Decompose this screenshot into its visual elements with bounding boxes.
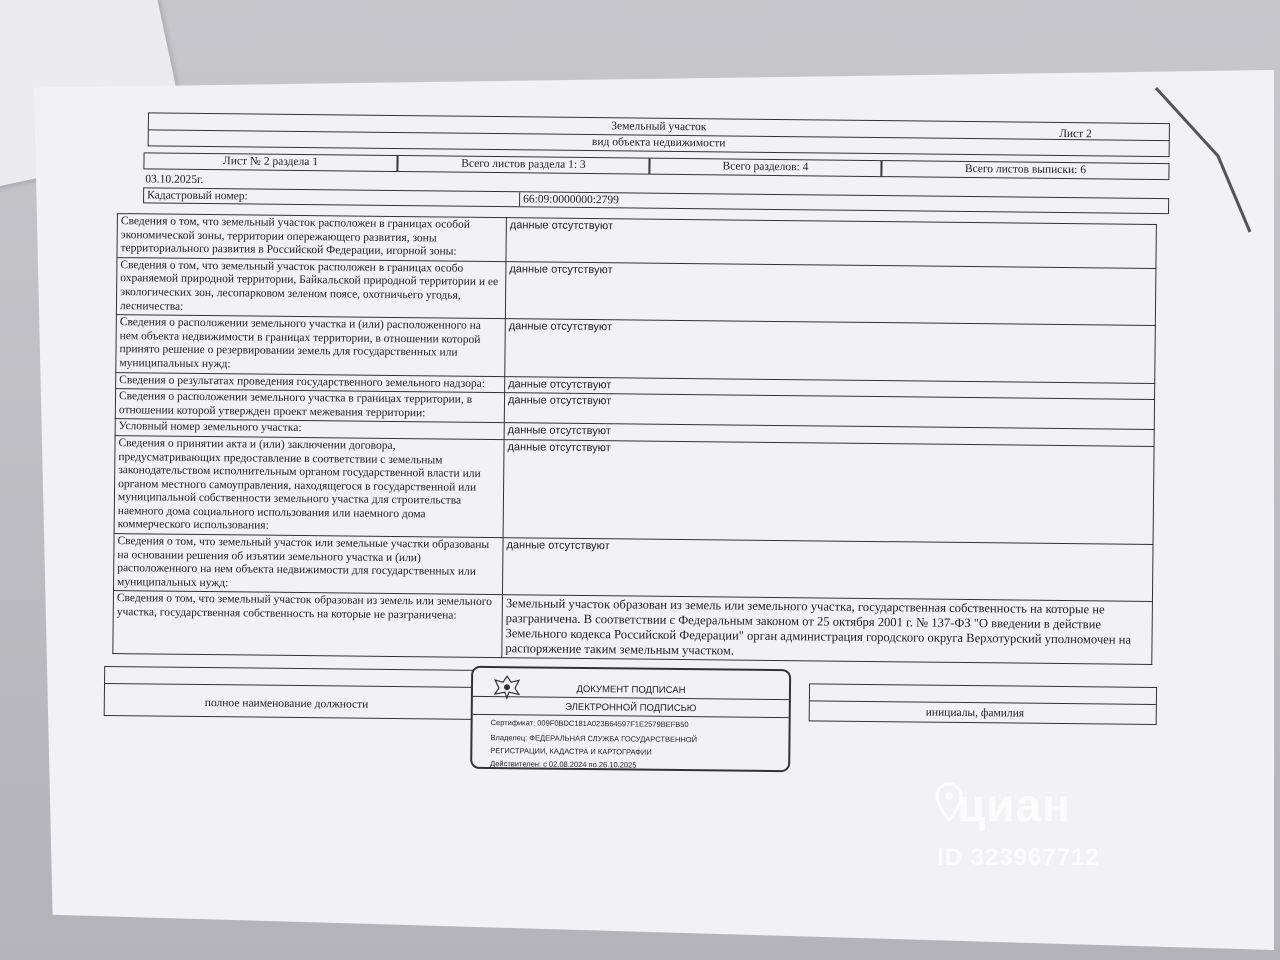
row-value: данные отсутствуют [505, 261, 1156, 325]
position-label: полное наименование должности [204, 697, 369, 712]
row-value: данные отсутствуют [504, 393, 1154, 430]
cadastral-number: 66:09:0000000:2799 [523, 192, 620, 206]
stamp-certificate: Сертификат: 009F0BDC181A023B64597F1E2579BEFB50 [490, 718, 689, 730]
row-label: Сведения о том, что земельный участок расположен в границах особой экономической зоны, территории опережающего развития, зоны территориального развития в Российской Федерации, игорной зоны: [117, 214, 506, 262]
signature-block [103, 664, 1160, 785]
row-value: данные отсутствуют [504, 423, 1154, 446]
row-label: Сведения о том, что земельный участок расположен в границах особо охраняемой природной территории, Байкальской природной территории и ее экологических зон, лесопарковом зеленом поясе, охотничьего угодья, лесничества: [116, 257, 506, 318]
stamp-title: ДОКУМЕНТ ПОДПИСАН [576, 684, 686, 697]
position-divider [105, 683, 473, 688]
row-value: данные отсутствуют [505, 376, 1155, 399]
stamp-validity: Действителен: с 02.08.2024 по 26.10.2025 [490, 759, 637, 770]
row-label: Условный номер земельного участка: [115, 419, 504, 440]
stamp-subtitle: ЭЛЕКТРОННОЙ ПОДПИСЬЮ [565, 702, 697, 715]
extract-date: 03.10.2025г. [145, 173, 204, 186]
name-label: инициалы, фамилия [925, 707, 1025, 721]
row-value: данные отсутствуют [503, 440, 1154, 545]
row-label: Сведения о том, что земельный участок или земельные участки образованы на основании решения об изъятии земельного участка и (или) расположенного на нем объекта недвижимости для государственных или муниципальных нужд: [113, 534, 503, 595]
stamp-owner-line2: РЕГИСТРАЦИИ, КАДАСТРА И КАРТОГРАФИИ [490, 746, 652, 758]
total-sections: Всего разделов: 4 [649, 158, 881, 177]
total-sheets-extract: Всего листов выписки: 6 [881, 160, 1169, 180]
info-table [112, 213, 1157, 665]
row-label: Сведения о расположении земельного участка в границах территории, в отношении которой утвержден проект межевания территории: [115, 389, 504, 423]
table-row [114, 435, 1154, 544]
row-value: Земельный участок образован из земель или земельного участка, государственная собственность на которые не разграничена. В соответствии с Федеральным законом от 25 октября 2001 г. № 137-ФЗ "О введении в действие Земельного кодекса Российской Федерации" орган администрация городского округа Верхотурский уполномочен на распоряжение таким земельным участком. [502, 595, 1153, 665]
stamp-owner-line1: Владелец: ФЕДЕРАЛЬНАЯ СЛУЖБА ГОСУДАРСТВЕННОЙ [490, 733, 698, 745]
object-type-caption-text: вид объекта недвижимости [591, 136, 726, 150]
row-label: Сведения о расположении земельного участка и (или) расположенного на нем объекта недвижимости в границах территории, в отношении которой принято решение о резервировании земель для государственных или муниципальных нужд: [116, 315, 506, 376]
watermark-id: ID 323967712 [937, 844, 1100, 871]
sheet-of-section: Лист № 2 раздела 1 [143, 152, 397, 172]
position-field [104, 666, 475, 720]
electronic-signature-stamp [470, 666, 791, 772]
row-label: Сведения о том, что земельный участок образован из земель или земельного участка, государственная собственность на которые не разграничена: [113, 591, 503, 658]
table-row [113, 591, 1153, 665]
sheet-label: Лист 2 [1059, 127, 1092, 141]
row-label: Сведения о принятии акта и (или) заключении договора, предусматривающих предоставление в соответствии с земельным законодательством исполнительным органом государственной власти или органом местного самоуправления, находящегося в государственной или муниципальной собственности земельного участка для строительства наемного дома социального использования или наемного дома коммерческого использования: [114, 435, 504, 537]
cadastral-label: Кадастровый номер: [144, 188, 520, 206]
extract-document [103, 112, 1170, 786]
row-label: Сведения о результатах проведения государственного земельного надзора: [116, 372, 505, 393]
name-divider [810, 701, 1156, 706]
table-row [116, 315, 1156, 383]
total-sheets-section: Всего листов раздела 1: 3 [397, 155, 649, 175]
row-value: данные отсутствуют [502, 538, 1153, 602]
watermark-brand: циан [957, 779, 1071, 831]
name-field [809, 684, 1157, 726]
row-value: данные отсутствуют [506, 218, 1156, 269]
object-type-text: Земельный участок [611, 119, 707, 133]
row-value: данные отсутствуют [505, 319, 1156, 383]
